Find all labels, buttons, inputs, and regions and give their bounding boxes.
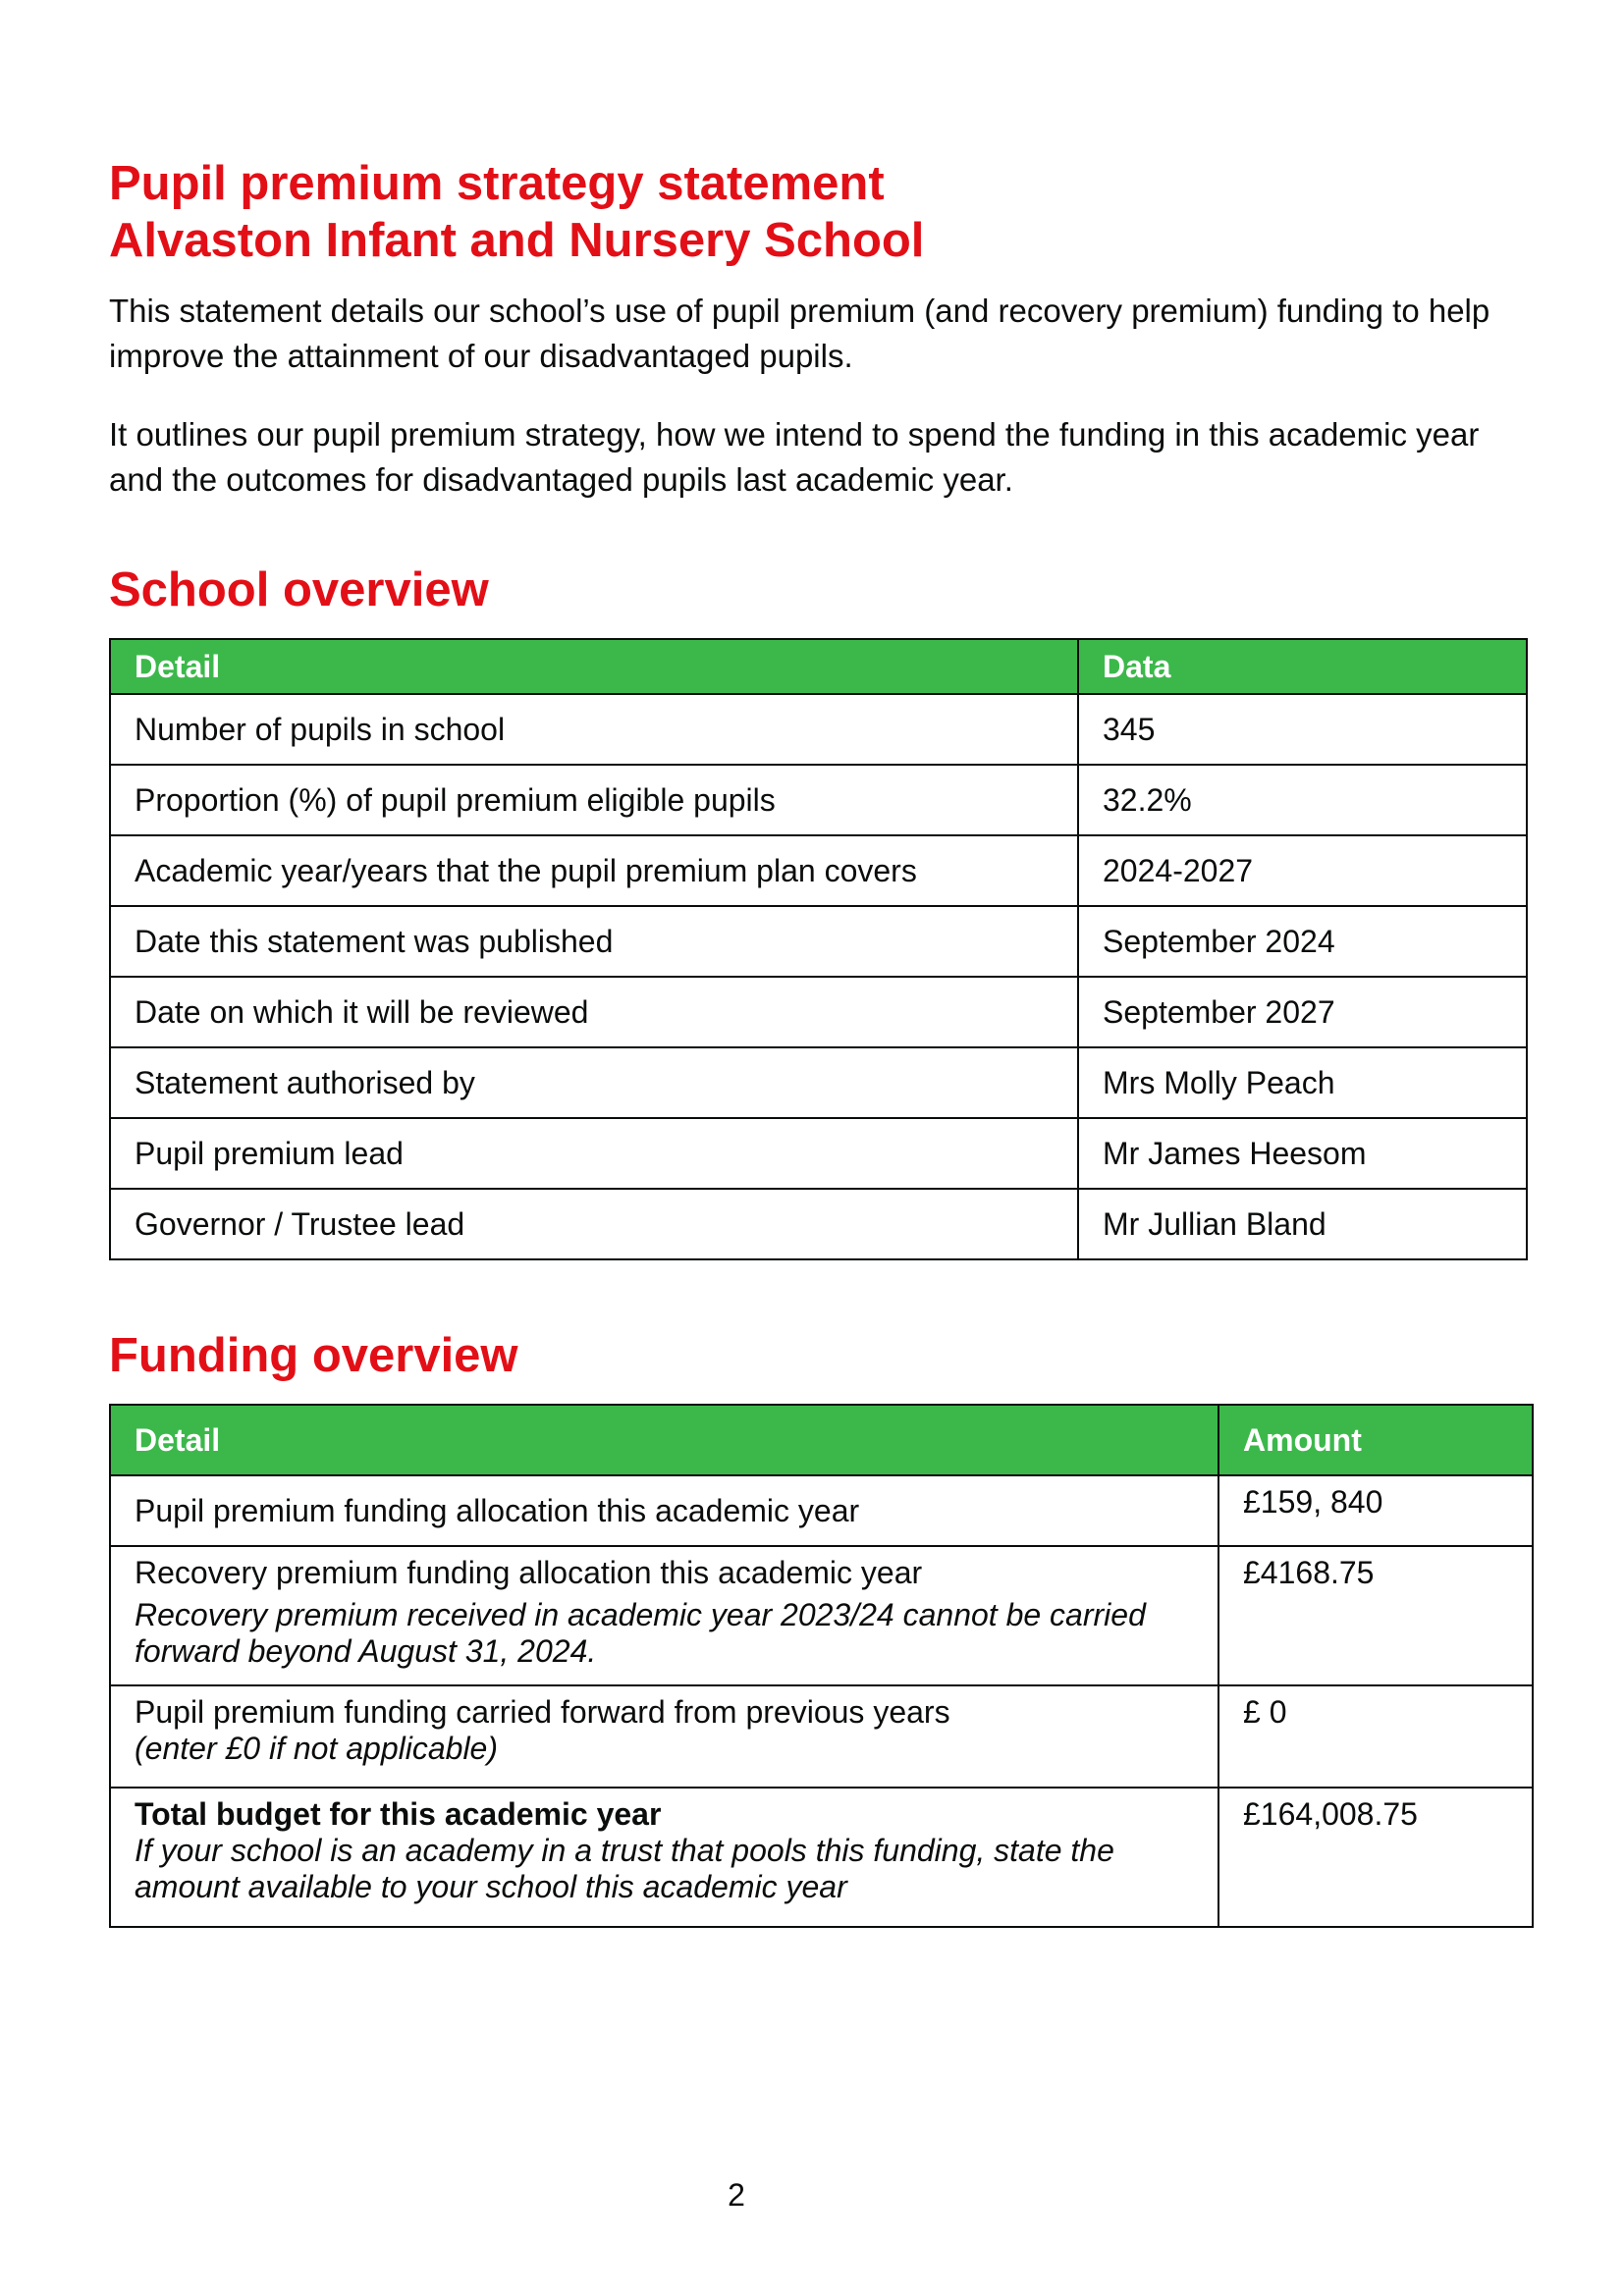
row-data: 32.2% xyxy=(1078,765,1527,835)
row-detail: Total budget for this academic year xyxy=(135,1796,662,1832)
row-detail: Academic year/years that the pupil premium plan covers xyxy=(110,835,1078,906)
row-detail: Governor / Trustee lead xyxy=(110,1189,1078,1259)
document-title xyxy=(109,155,1528,269)
table-row xyxy=(110,1788,1533,1927)
row-detail-cell xyxy=(110,1546,1218,1685)
table-row xyxy=(110,765,1527,835)
table-header-row xyxy=(110,639,1527,694)
school-overview-heading: School overview xyxy=(109,563,489,616)
table-row xyxy=(110,977,1527,1047)
page-number: 2 xyxy=(728,2177,745,2213)
row-detail: Pupil premium funding carried forward from previous years xyxy=(135,1694,950,1730)
row-detail: Date this statement was published xyxy=(110,906,1078,977)
funding-overview-table xyxy=(109,1404,1534,1928)
column-header-detail: Detail xyxy=(110,639,1078,694)
row-detail: Number of pupils in school xyxy=(110,694,1078,765)
row-detail: Pupil premium lead xyxy=(110,1118,1078,1189)
table-row xyxy=(110,1118,1527,1189)
row-amount: £ 0 xyxy=(1218,1685,1533,1788)
intro-paragraph-1: This statement details our school’s use of pupil premium (and recovery premium) funding to help improve the attainment of our disadvantaged pupils. xyxy=(109,293,1490,374)
table-header-row xyxy=(110,1405,1533,1475)
row-detail: Statement authorised by xyxy=(110,1047,1078,1118)
row-data: Mrs Molly Peach xyxy=(1078,1047,1527,1118)
row-amount: £4168.75 xyxy=(1218,1546,1533,1685)
table-row xyxy=(110,835,1527,906)
funding-overview-heading: Funding overview xyxy=(109,1329,518,1382)
column-header-amount: Amount xyxy=(1218,1405,1533,1475)
row-data: September 2027 xyxy=(1078,977,1527,1047)
row-data: Mr James Heesom xyxy=(1078,1118,1527,1189)
row-data: 345 xyxy=(1078,694,1527,765)
row-data: 2024-2027 xyxy=(1078,835,1527,906)
intro-paragraph-2: It outlines our pupil premium strategy, how we intend to spend the funding in this academic year and the outcomes for disadvantaged pupils last academic year. xyxy=(109,416,1480,498)
school-overview-table xyxy=(109,638,1528,1260)
row-data: Mr Jullian Bland xyxy=(1078,1189,1527,1259)
table-row xyxy=(110,1685,1533,1788)
row-note: Recovery premium received in academic year 2023/24 cannot be carried forward beyond August 31, 2024. xyxy=(135,1597,1146,1669)
row-note: (enter £0 if not applicable) xyxy=(135,1731,498,1766)
table-row xyxy=(110,1047,1527,1118)
row-detail: Pupil premium funding allocation this academic year xyxy=(110,1475,1218,1546)
table-row xyxy=(110,906,1527,977)
row-detail: Recovery premium funding allocation this academic year xyxy=(135,1555,923,1590)
document-page xyxy=(109,155,1528,1928)
row-data: September 2024 xyxy=(1078,906,1527,977)
title-line-2: Alvaston Infant and Nursery School xyxy=(109,214,925,267)
column-header-detail: Detail xyxy=(110,1405,1218,1475)
table-row xyxy=(110,1475,1533,1546)
row-detail: Date on which it will be reviewed xyxy=(110,977,1078,1047)
table-row xyxy=(110,1189,1527,1259)
row-detail: Proportion (%) of pupil premium eligible pupils xyxy=(110,765,1078,835)
table-row xyxy=(110,1546,1533,1685)
row-amount: £164,008.75 xyxy=(1218,1788,1533,1927)
row-amount: £159, 840 xyxy=(1218,1475,1533,1546)
column-header-data: Data xyxy=(1078,639,1527,694)
table-row xyxy=(110,694,1527,765)
row-detail-cell xyxy=(110,1685,1218,1788)
row-note: If your school is an academy in a trust that pools this funding, state the amount available to your school this academic year xyxy=(135,1833,1114,1904)
row-detail-cell xyxy=(110,1788,1218,1927)
title-line-1: Pupil premium strategy statement xyxy=(109,157,885,210)
